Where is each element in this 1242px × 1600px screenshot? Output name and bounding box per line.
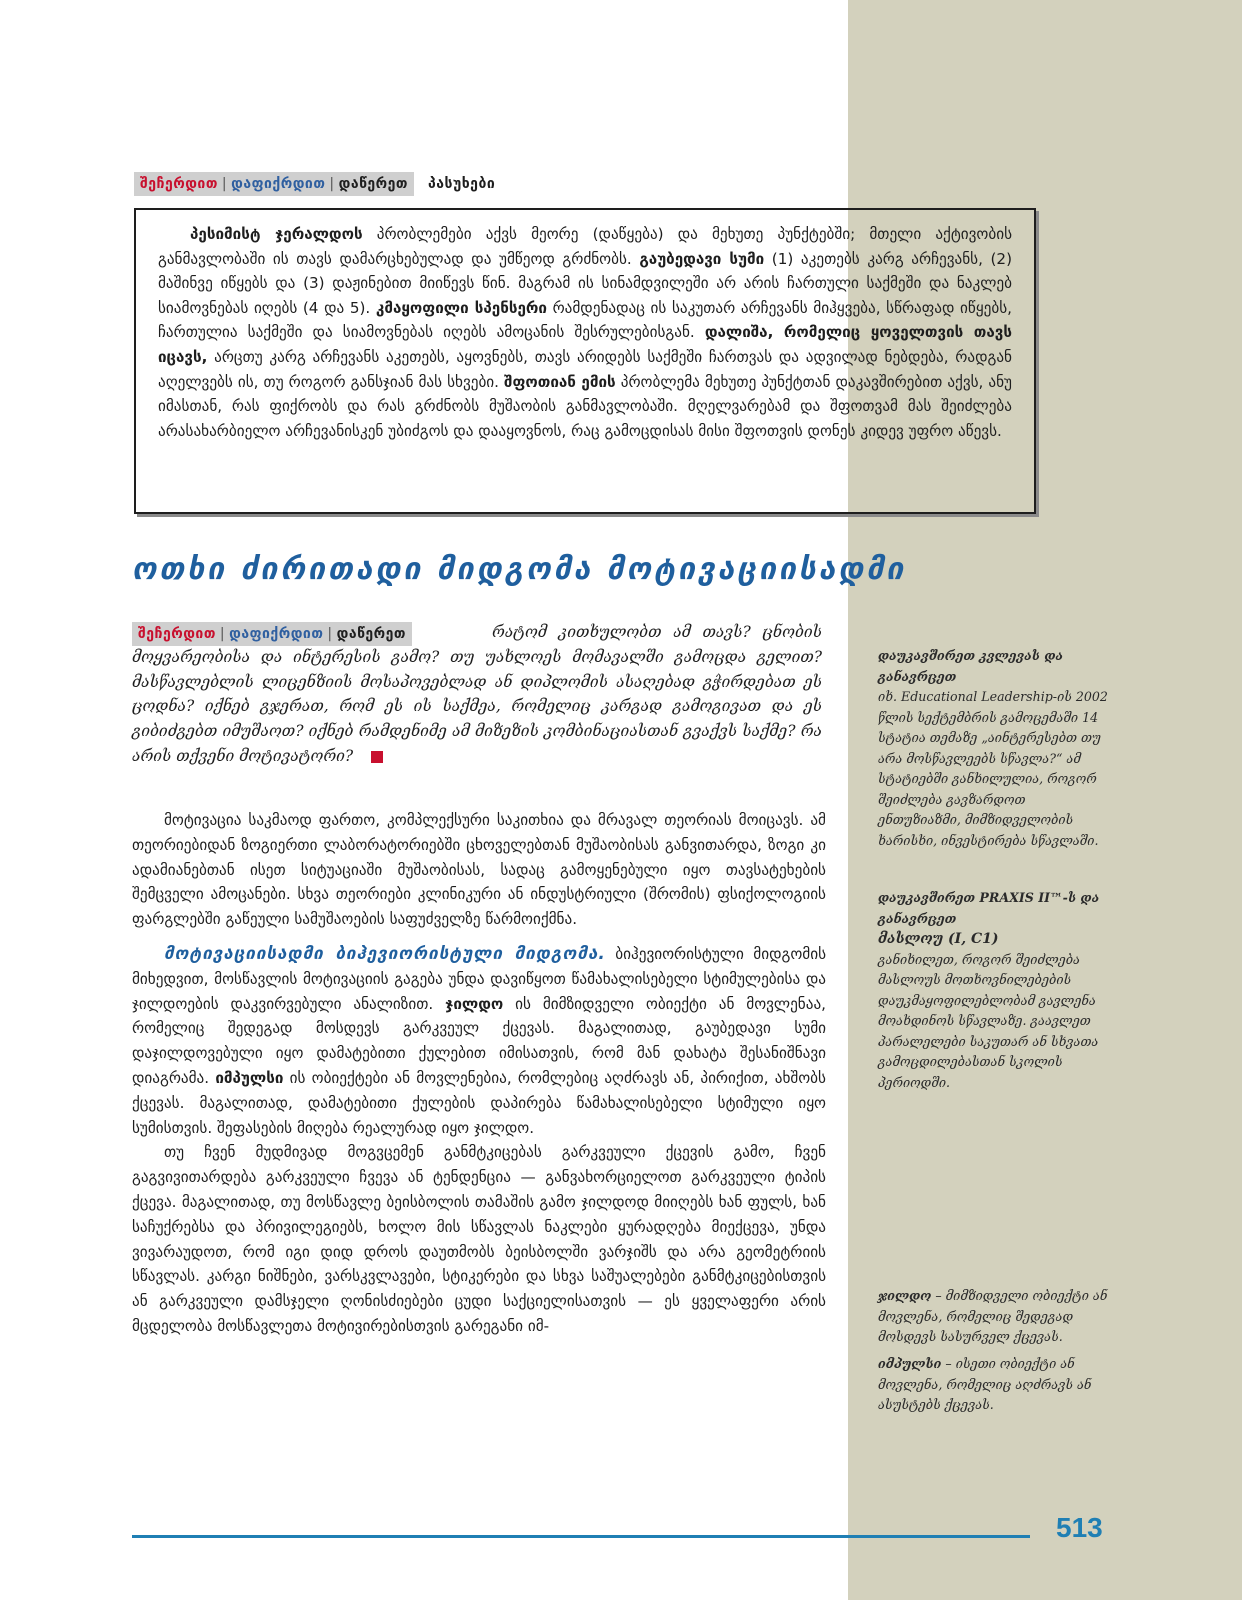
- footer-rule: [132, 1535, 1030, 1538]
- label-write: დაწერეთ: [338, 176, 408, 192]
- answer-text-run: (1) აკეთებს კარგ არჩევანს, (2) მაშინვე იწყებს და (3) დაჟინებით მიიწევს წინ. მაგრამ ის სინამდვილეში არ არის ჩართული საქმეში და ნაკლებ სიამოვნებას იღებს (4 და 5).: [158, 249, 1013, 317]
- answer-student-name: გაუბედავი სუმი: [639, 249, 765, 268]
- answer-text-run: რამდენადაც ის საკუთარ არჩევანს მიჰყვება, სწრაფად იწყებს, ჩართულია საქმეში და სიამოვნებას იღებს ამოცანის შესრულებისგან.: [158, 298, 1012, 342]
- end-mark-icon: [371, 751, 383, 763]
- reflection-question: [132, 620, 822, 769]
- main-body: [132, 808, 826, 1339]
- answer-student-name: კმაყოფილი სპენსერი: [375, 298, 547, 317]
- label-read: შეჩერდით: [138, 626, 216, 642]
- body-paragraph-2: მოტივაციისადმი ბიჰევიორისტული მიდგომა. ბიჰევიორისტული მიდგომის მიხედვით, მოსწავლის მოტივაციის გაგება უნდა დავიწყოთ წამახალისებელი სტიმულებისა და ჯილდოების დაკვირვებული ანალიზით. ჯილდო ის მიმზიდველი ობიექტი ან მოვლენაა, რომელიც შედეგად მოსდევს გარკვეულ ქცევას. მაგალითად, გაუბედავი სუმი დაჯილდოვებული იყო დამატებითი ქულებით იმისათვის, რომ მან დახატა შესანიშნავი დიაგრამა. იმპულსი ის ობიექტები ან მოვლენებია, რომლებიც აღძრავს ან, პირიქით, ახშობს ქცევას. მაგალითად, დამატებითი ქულების დაპირება წამახალისებელი სტიმული იყო სუმისთვის. შეფასების მიღება რეალურად იყო ჯილდო.: [132, 943, 826, 1137]
- label-think: დაფიქრდით: [231, 176, 326, 192]
- page-number: 513: [1056, 1512, 1103, 1543]
- sidebar-note-research: [878, 646, 1110, 851]
- answer-text-run: პრობლემა მეხუთე პუნქტთან დაკავშირებით აქვს, ანუ იმასთან, რას ფიქრობს და რას გრძნობს მუშაობის განმავლობაში. მღელვარებამ და შფოთვამ მას შეიძლება არასახარბიელო არჩევანისკენ უბიძგოს და დააყოვნოს, რაც გამოცდისას მისი შფოთვის დონეს კიდევ უფრო აწევს.: [158, 372, 1012, 440]
- label-separator: |: [327, 626, 333, 642]
- answers-box: [134, 208, 1036, 514]
- glossary-incentive: [878, 1354, 1110, 1416]
- reflection-question-text: რატომ კითხულობთ ამ თავს? ცნობის მოყვარეობისა და ინტერესის გამო? თუ უახლოეს მომავალში გამოცდა გელით? მასწავლებლის ლიცენზიის მოსაპოვებლად ან დიპლომის ასაღებად გჭირდებათ ეს ცოდნა? იქნებ გჯერათ, რომ ეს ის საქმეა, რომელიც კარგად გამოგივათ და ეს გიბიძგებთ იმუშაოთ? იქნებ რამდენიმე ამ მიზეზის კომბინაციასთან გვაქვს საქმე? რა არის თქვენი მოტივატორი?: [132, 623, 822, 765]
- glossary-term: იმპულსი: [878, 1356, 942, 1371]
- label-separator: |: [219, 626, 226, 642]
- label-read: შეჩერდით: [140, 176, 218, 192]
- sidebar-note-heading: დაუკავშირეთ კვლევას და განავრცეთ: [878, 648, 1064, 684]
- glossary-definition: – ისეთი ობიექტი ან მოვლენა, რომელიც აღძრავს ან ასუსტებს ქცევას.: [878, 1356, 1092, 1412]
- sidebar-note-praxis: [878, 888, 1110, 1093]
- label-separator: |: [221, 176, 228, 192]
- sidebar-note-heading: დაუკავშირეთ PRAXIS II™-ს და განავრცეთ: [878, 890, 1100, 926]
- answers-label: პასუხები: [427, 176, 496, 192]
- section-title: ოთხი ძირითადი მიდგომა მოტივაციისადმი: [132, 552, 907, 587]
- glossary-reward: [878, 1286, 1110, 1348]
- answer-text-run: არცთუ კარგ არჩევანს აკეთებს, აყოვნებს, თავს არიდებს საქმეში ჩართვას და ადვილად ნებდება, რადგან აღელვებს ის, თუ როგორ განსჯიან მას სხვები.: [158, 347, 1012, 391]
- glossary-definition: – მიმზიდველი ობიექტი ან მოვლენა, რომელიც შედეგად მოსდევს სასურველ ქცევას.: [878, 1288, 1108, 1344]
- label-separator: |: [329, 176, 335, 192]
- subsection-heading: მოტივაციისადმი ბიჰევიორისტული მიდგომა.: [164, 943, 606, 964]
- answer-text-run: პრობლემები აქვს მეორე (დაწყება) და მეხუთე პუნქტებში; მთელი აქტივობის განმავლობაში ის თავს დამარცხებულად და უმწეოდ გრძნობს.: [158, 225, 1013, 268]
- answer-student-name: შფოთიან ემის: [504, 372, 616, 391]
- term-incentive: იმპულსი: [215, 1068, 284, 1087]
- answer-student-name: პესიმისტ ჯერალდოს: [190, 225, 363, 243]
- label-write: დაწერეთ: [336, 626, 406, 642]
- sidebar-note-body: იხ. Educational Leadership-ის 2002 წლის სექტემბრის გამოცემაში 14 სტატია თემაზე „აინტერესებთ თუ არა მოსწავლეებს სწავლა?“ ამ სტატიებში განხილულია, როგორ შეიძლება გავზარდოთ ენთუზიაზმი, მიმზიდველობის ხარისხი, ინვესტირება სწავლაში.: [878, 689, 1108, 848]
- body-paragraph-1: მოტივაცია საკმაოდ ფართო, კომპლექსური საკითხია და მრავალ თეორიას მოიცავს. ამ თეორიებიდან ზოგიერთი ლაბორატორიებში ცხოველებთან მუშაობისას განვითარდა, ზოგი კი ადამიანებთან ისეთ სიტუაციაში მუშაობისას, სადაც გამოყენებული იყო თავსატეხების შემცველი ამოცანები. სხვა თეორიები კლინიკური ან ინდუსტრიული (შრომის) ფსიქოლოგიის ფარგლებში გაწეული სამუშაოების საფუძველზე წარმოიქმნა.: [132, 811, 826, 929]
- sidebar-note-subheading: მასლოუ (I, C1): [878, 931, 999, 947]
- sidebar-note-body: განიხილეთ, როგორ შეიძლება მასლოუს მოთხოვნილებების დაუკმაყოფილებლობამ გავლენა მოახდინოს სწავლაზე. გაავლეთ პარალელები საკუთარ ან სხვათა გამოცდილებასთან სკოლის პერიოდში.: [878, 951, 1099, 1090]
- glossary-term: ჯილდო: [878, 1288, 932, 1303]
- stop-think-write-label: [134, 172, 495, 196]
- label-box: [134, 172, 414, 196]
- term-reward: ჯილდო: [445, 994, 504, 1013]
- label-think: დაფიქრდით: [229, 626, 324, 642]
- answers-paragraph: [158, 222, 1012, 443]
- body-paragraph-3: თუ ჩვენ მუდმივად მოგვცემენ განმტკიცებას გარკვეული ქცევის გამო, ჩვენ გაგვივითარდება გარკვეული ჩვევა ან ტენდენცია — განვახორციელოთ გარკვეული ტიპის ქცევა. მაგალითად, თუ მოსწავლე ბეისბოლის თამაშის გამო ჯილდოდ მიიღებს ხან ფულს, ხან საჩუქრებსა და პრივილეგიებს, ხოლო მის სწავლას ნაკლები ყურადღება მიექცევა, უნდა ვივარაუდოთ, რომ იგი დიდ დროს დაუთმობს ბეისბოლში ვარჯიშს და არა გეომეტრიის სწავლას. კარგი ნიშნები, ვარსკვლავები, სტიკერები და სხვა საშუალებები განმტკიცებისთვის ან გარკვეული დამსჯელი ღონისძიებები ცუდი საქციელისათვის — ეს ყველაფერი არის მცდელობა მოსწავლეთა მოტივირებისთვის გარეგანი იმ-: [132, 1143, 826, 1335]
- answer-student-name: დალიშა, რომელიც ყოველთვის თავს იცავს,: [158, 323, 1012, 366]
